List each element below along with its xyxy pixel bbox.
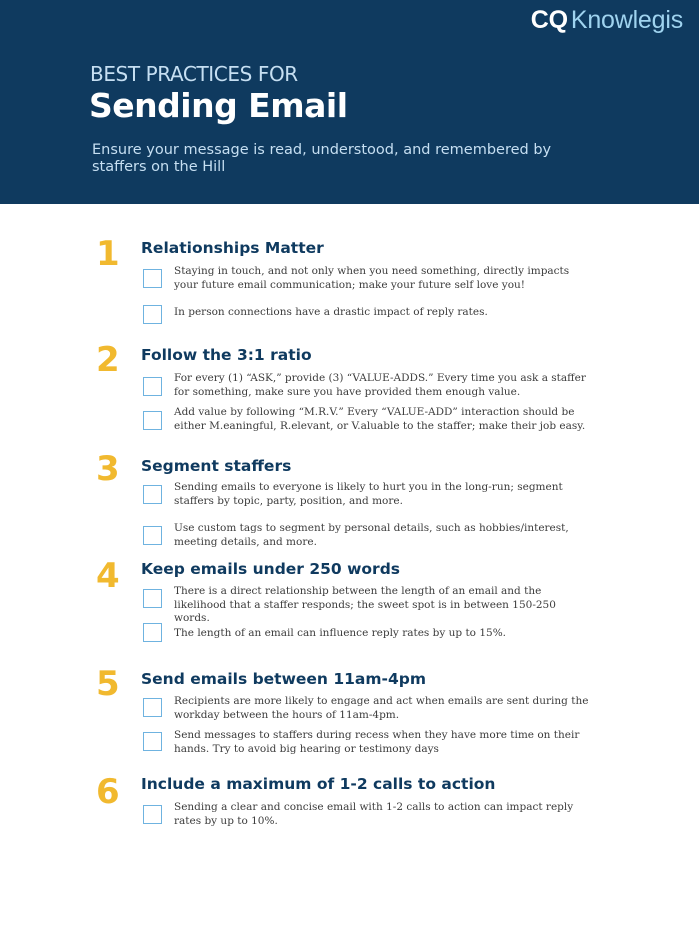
checkbox[interactable] — [143, 269, 162, 288]
checklist-item-text: Staying in touch, and not only when you need something, directly impacts your future email communication; make your future self love you! — [174, 265, 570, 291]
section-title: Segment staffers — [141, 457, 292, 475]
checkbox[interactable] — [143, 698, 162, 717]
checklist-item-text: Recipients are more likely to engage and act when emails are sent during the workday between the hours of 11am-4pm. — [174, 695, 589, 721]
section-title: Include a maximum of 1-2 calls to action — [141, 775, 496, 793]
checklist-item-text: Send messages to staffers during recess when they have more time on their hands. Try to avoid big hearing or testimony days — [174, 729, 580, 755]
checklist-item-text: In person connections have a drastic impact of reply rates. — [174, 306, 488, 318]
page-subtitle: Ensure your message is read, understood, and remembered by staffers on the Hill — [92, 142, 552, 175]
checkbox[interactable] — [143, 411, 162, 430]
checkbox[interactable] — [143, 377, 162, 396]
section-number: 5 — [96, 664, 120, 704]
cq-knowlegis-logo — [531, 6, 683, 35]
page-title: Sending Email — [89, 86, 348, 125]
checkbox[interactable] — [143, 526, 162, 545]
checklist-item-text: Use custom tags to segment by personal details, such as hobbies/interest, meeting details, and more. — [174, 522, 569, 548]
checklist-item-text: Add value by following “M.R.V.” Every “VALUE-ADD” interaction should be either M.eaningful, R.elevant, or V.aluable to the staffer; make their job easy. — [174, 406, 586, 432]
checklist-item-text: Sending a clear and concise email with 1-2 calls to action can impact reply rates by up to 10%. — [174, 801, 574, 827]
section-title: Relationships Matter — [141, 239, 324, 257]
section-title: Follow the 3:1 ratio — [141, 346, 312, 364]
section-number: 6 — [96, 772, 120, 812]
section-number: 4 — [96, 556, 120, 596]
checkbox[interactable] — [143, 485, 162, 504]
eyebrow-heading: BEST PRACTICES FOR — [90, 62, 298, 86]
checkbox[interactable] — [143, 589, 162, 608]
logo-knowlegis-text: Knowlegis — [570, 6, 683, 34]
section-number: 1 — [96, 234, 120, 274]
section-number: 2 — [96, 340, 120, 380]
header-banner — [0, 0, 699, 204]
checkbox[interactable] — [143, 805, 162, 824]
checklist-item-text: Sending emails to everyone is likely to hurt you in the long-run; segment staffers by topic, party, position, and more. — [174, 481, 563, 507]
checklist-item-text: The length of an email can influence reply rates by up to 15%. — [174, 627, 507, 639]
checklist-item-text: For every (1) “ASK,” provide (3) “VALUE-ADDS.” Every time you ask a staffer for something, make sure you have provided them enough value. — [174, 372, 586, 398]
checklist-item-text: There is a direct relationship between the length of an email and the likelihood that a staffer responds; the sweet spot is in between 150-250 words. — [174, 585, 556, 624]
checkbox[interactable] — [143, 623, 162, 642]
logo-cq-text: CQ — [530, 6, 568, 34]
section-title: Keep emails under 250 words — [141, 560, 401, 578]
checkbox[interactable] — [143, 732, 162, 751]
checkbox[interactable] — [143, 305, 162, 324]
section-number: 3 — [96, 449, 120, 489]
section-title: Send emails between 11am-4pm — [141, 670, 427, 688]
